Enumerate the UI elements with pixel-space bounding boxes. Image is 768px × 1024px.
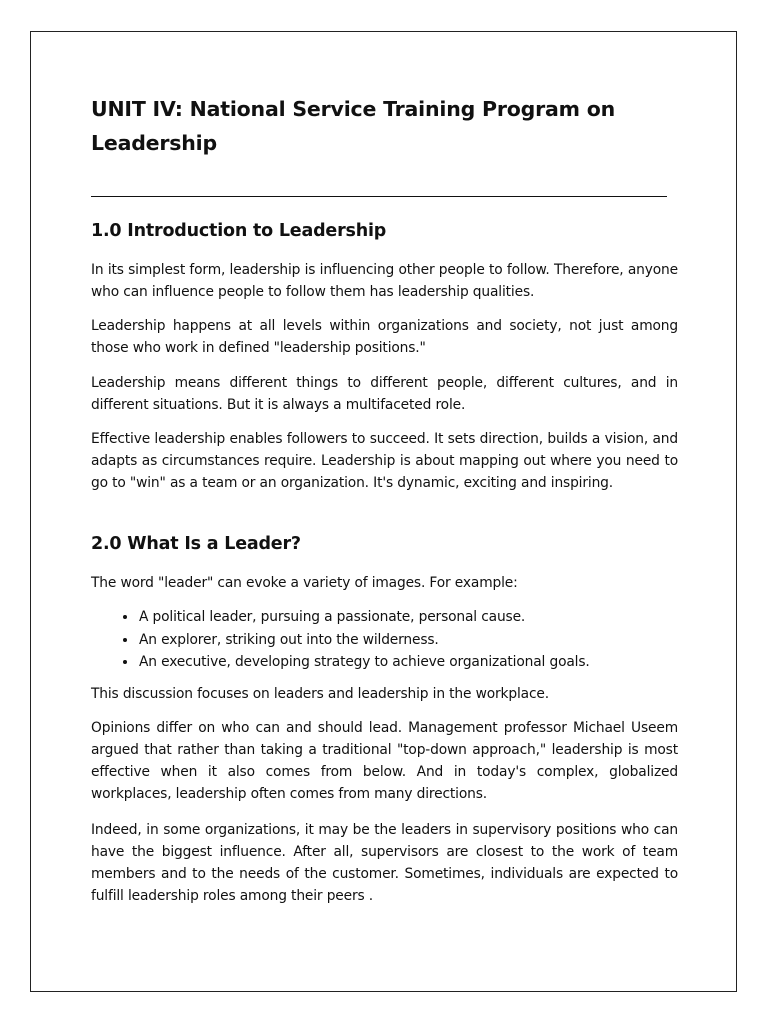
leader-examples-list [91,606,678,674]
section-2-paragraph-1-wrap [91,683,678,705]
list-item: • An executive, developing strategy to achieve organizational goals. [138,651,678,674]
section-2-paragraph-2: Opinions differ on who can and should lead. Management professor Michael Useem argued that rather than taking a traditional "top-down approach," leadership is most effective when it also comes from below. And in today's complex, globalized workplaces, leadership often comes from many directions. [91,720,678,802]
unit-title-block [91,92,678,160]
section-2-paragraph-1: This discussion focuses on leaders and leadership in the workplace. [91,686,549,702]
unit-title-line-2: Leadership [91,131,217,155]
section-1-paragraph-1: In its simplest form, leadership is influencing other people to follow. Therefore, anyone who can influence people to follow them has leadership qualities. [91,262,678,300]
section-1-paragraph-1-wrap [91,259,678,303]
document-page [30,31,737,992]
section-1-paragraph-3-wrap [91,372,678,416]
section-2-paragraph-3-wrap [91,819,678,907]
section-1-paragraph-4: Effective leadership enables followers to succeed. It sets direction, builds a vision, and adapts as circumstances require. Leadership is about mapping out where you need to go to "win" as a team or an organization. It's dynamic, exciting and inspiring. [91,431,678,491]
list-item: • A political leader, pursuing a passionate, personal cause. [138,606,678,629]
title-divider [91,196,667,197]
section-1-paragraph-4-wrap [91,428,678,494]
section-2-intro-wrap [91,572,678,594]
section-1-paragraph-2-wrap [91,315,678,359]
section-1-heading: 1.0 Introduction to Leadership [91,221,387,241]
unit-title-line-1: UNIT IV: National Service Training Program on [91,97,616,121]
section-1-paragraph-3: Leadership means different things to different people, different cultures, and in different situations. But it is always a multifaceted role. [91,375,678,413]
list-item: • An explorer, striking out into the wilderness. [138,629,678,652]
section-2-paragraph-3: Indeed, in some organizations, it may be the leaders in supervisory positions who can have the biggest influence. After all, supervisors are closest to the work of team members and to the needs of the customer. Sometimes, individuals are expected to fulfill leadership roles among their peers . [91,822,678,904]
section-2 [91,532,678,556]
section-2-intro: The word "leader" can evoke a variety of images. For example: [91,575,518,591]
section-2-heading: 2.0 What Is a Leader? [91,534,301,554]
section-1-paragraph-2: Leadership happens at all levels within organizations and society, not just among those who work in defined "leadership positions." [91,318,678,356]
section-2-paragraph-2-wrap [91,717,678,805]
section-1 [91,219,678,243]
